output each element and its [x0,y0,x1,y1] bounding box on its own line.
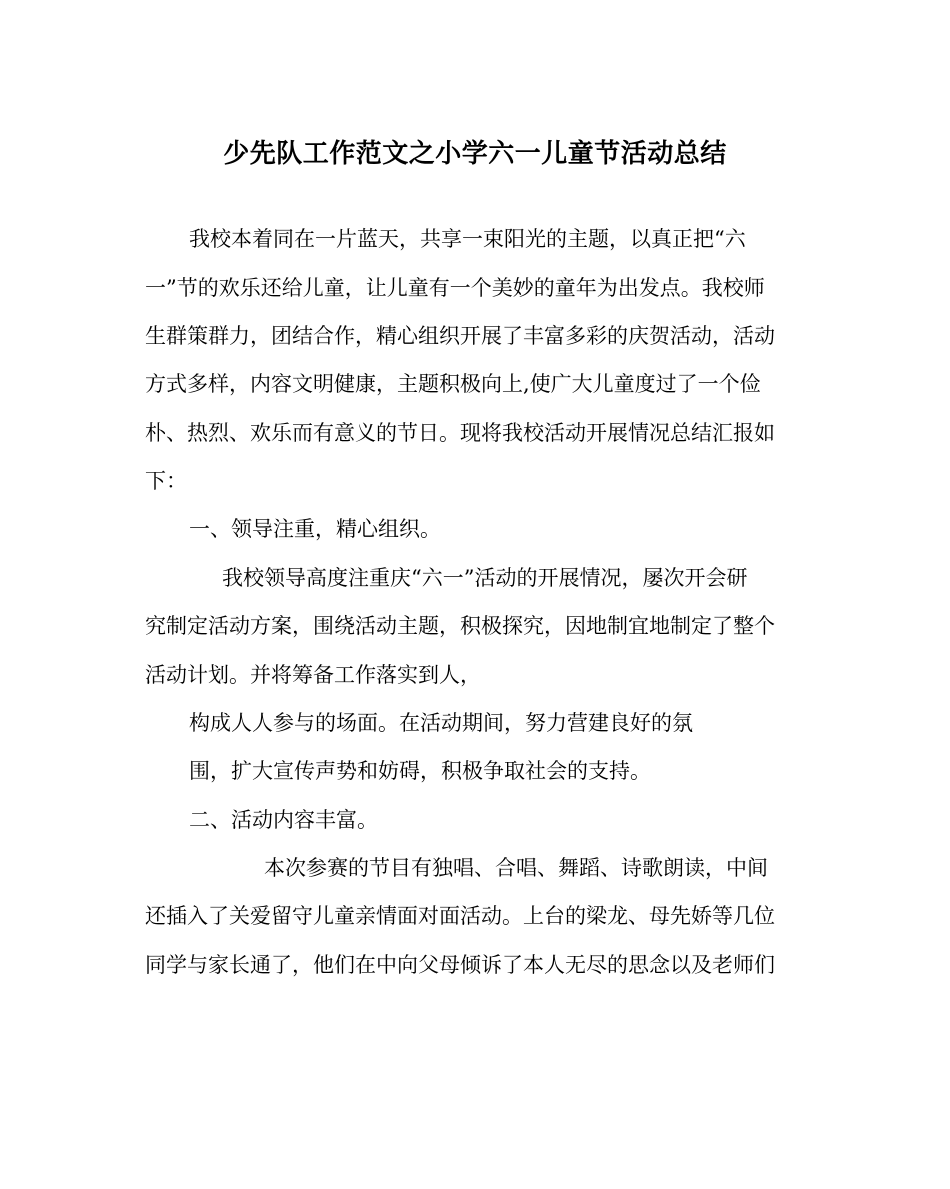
paragraph-line: 我校领导高度注重庆“六一”活动的开展情况，屡次开会研 [222,566,748,590]
document-title: 少先队工作范文之小学六一儿童节活动总结 [223,139,727,169]
paragraph-line: 还插入了关爱留守儿童亲情面对面活动。上台的梁龙、母先娇等几位 [145,904,775,928]
paragraph-line: 我校本着同在一片蓝天，共享一束阳光的主题，以真正把“六 [189,227,746,251]
paragraph-line: 下： [145,469,187,493]
paragraph-line: 本次参赛的节目有独唱、合唱、舞蹈、诗歌朗读，中间 [264,856,768,880]
paragraph-line: 活动计划。并将筹备工作落实到人， [145,663,481,687]
paragraph-line: 围，扩大宣传声势和妨碍，积极争取社会的支持。 [189,759,651,783]
paragraph-line: 生群策群力，团结合作，精心组织开展了丰富多彩的庆贺活动，活动 [145,324,775,348]
section-heading: 二、活动内容丰富。 [189,808,378,832]
paragraph-line: 构成人人参与的场面。在活动期间，努力营建良好的氛 [189,711,693,735]
paragraph-line: 朴、热烈、欢乐而有意义的节日。现将我校活动开展情况总结汇报如 [145,421,775,445]
paragraph-line: 究制定活动方案，围绕活动主题，积极探究，因地制宜地制定了整个 [145,614,775,638]
paragraph-line: 方式多样，内容文明健康，主题积极向上,使广大儿童度过了一个俭 [145,372,761,396]
section-heading: 一、领导注重，精心组织。 [189,517,441,541]
paragraph-line: 同学与家长通了，他们在中向父母倾诉了本人无尽的思念以及老师们 [145,953,775,977]
paragraph-line: 一”节的欢乐还给儿童，让儿童有一个美妙的童年为出发点。我校师 [145,276,765,300]
